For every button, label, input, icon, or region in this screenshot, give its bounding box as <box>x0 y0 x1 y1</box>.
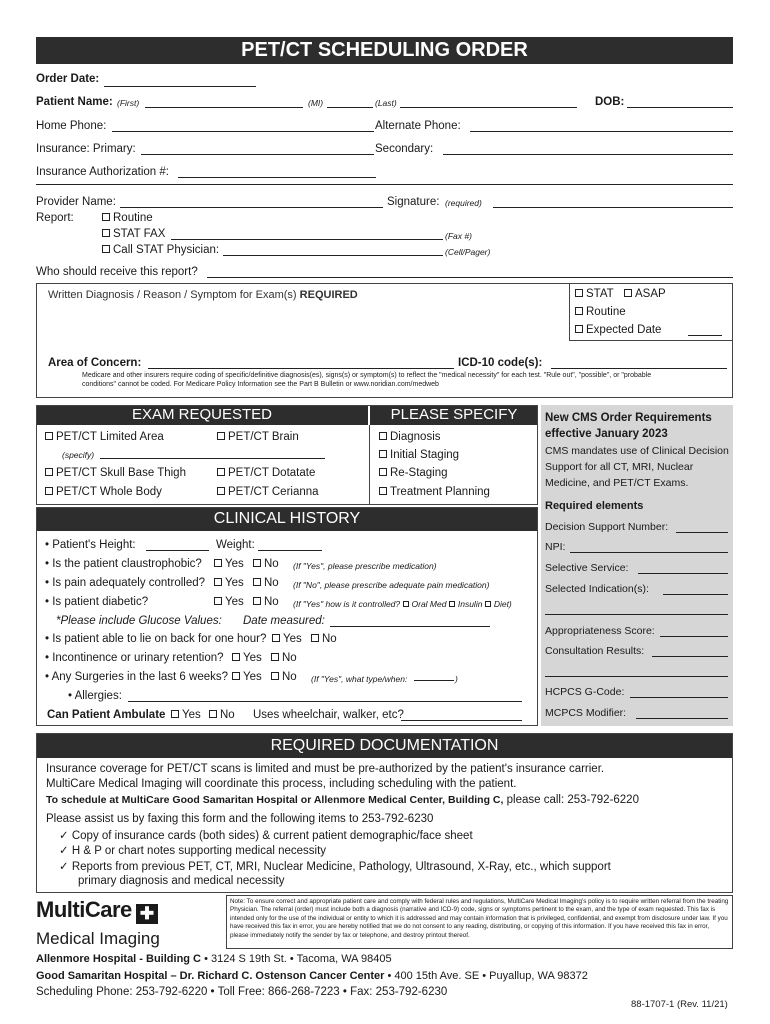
form-number: 88-1707-1 (Rev. 11/21) <box>631 999 728 1010</box>
npi-label: NPI: <box>545 541 566 553</box>
weight-label: Weight: <box>216 539 255 551</box>
signature-field[interactable] <box>493 197 733 208</box>
icd-field[interactable] <box>551 358 727 369</box>
service-field[interactable] <box>638 563 728 574</box>
consult-field[interactable] <box>652 646 728 657</box>
limited-area-field[interactable] <box>100 448 325 459</box>
please-specify-header: PLEASE SPECIFY <box>370 405 538 425</box>
surgeries-label: • Any Surgeries in the last 6 weeks? <box>45 671 229 683</box>
area-of-concern-field[interactable] <box>148 358 454 369</box>
checkbox-icon <box>217 432 225 440</box>
ambulate-yes-option[interactable]: Yes <box>171 709 201 721</box>
date-measured-label: Date measured: <box>243 615 325 627</box>
report-label: Report: <box>36 212 74 224</box>
secondary-field[interactable] <box>443 144 733 155</box>
cell-hint: (Cell/Pager) <box>445 247 491 257</box>
checkbox-icon <box>45 468 53 476</box>
mcpcs-field[interactable] <box>636 708 728 719</box>
specify-hint: (specify) <box>62 450 95 460</box>
checkbox-icon <box>45 487 53 495</box>
mi-hint: (MI) <box>308 98 324 108</box>
dsn-field[interactable] <box>676 522 728 533</box>
priority-asap-option[interactable]: ASAP <box>624 288 666 300</box>
report-call-stat-option[interactable]: Call STAT Physician: <box>102 244 219 256</box>
pain-no-option[interactable]: No <box>253 577 279 589</box>
diabetic-note: (If "Yes" how is it controlled? Oral Med Insulin Diet) <box>293 599 512 609</box>
diabetic-label: • Is patient diabetic? <box>45 596 149 608</box>
provider-name-label: Provider Name: <box>36 196 116 208</box>
home-phone-label: Home Phone: <box>36 120 107 132</box>
who-receives-label: Who should receive this report? <box>36 266 198 278</box>
checkbox-icon <box>214 559 222 567</box>
allenmore-address: Allenmore Hospital - Building C • 3124 S 19th St. • Tacoma, WA 98405 <box>36 953 392 965</box>
checkbox-icon <box>271 653 279 661</box>
patient-name-label: Patient Name: <box>36 96 113 108</box>
provider-name-field[interactable] <box>120 197 383 208</box>
wheelchair-field[interactable] <box>401 710 522 721</box>
checkbox-icon <box>102 245 110 253</box>
checkbox-icon[interactable] <box>449 601 455 607</box>
mcpcs-label: MCPCS Modifier: <box>545 707 627 719</box>
expected-date-field[interactable] <box>688 325 722 336</box>
doc-item: ✓ Copy of insurance cards (both sides) & current patient demographic/face sheet <box>59 830 473 842</box>
incont-yes-option[interactable]: Yes <box>232 652 262 664</box>
lie-back-label: • Is patient able to lie on back for one hour? <box>45 633 267 645</box>
first-hint: (First) <box>117 98 140 108</box>
multicare-logo: MultiCare ✚ <box>36 897 158 924</box>
hcpcs-label: HCPCS G-Code: <box>545 686 625 698</box>
dob-field[interactable] <box>627 97 733 108</box>
goodsam-address: Good Samaritan Hospital – Dr. Richard C. Ostenson Cancer Center • 400 15th Ave. SE • Puyallup, WA 98372 <box>36 970 588 982</box>
wheelchair-label: Uses wheelchair, walker, etc? <box>253 709 404 721</box>
hcpcs-field[interactable] <box>630 687 728 698</box>
surg-no-option[interactable]: No <box>271 671 297 683</box>
ins-primary-label: Insurance: Primary: <box>36 143 136 155</box>
mi-field[interactable] <box>327 97 373 108</box>
checkmark-icon: ✓ <box>59 830 72 842</box>
priority-routine-option[interactable]: Routine <box>575 306 626 318</box>
auth-label: Insurance Authorization #: <box>36 166 169 178</box>
lie-no-option[interactable]: No <box>311 633 337 645</box>
diabetic-yes-option[interactable]: Yes <box>214 596 244 608</box>
specify-treatment-option[interactable]: Treatment Planning <box>379 486 490 498</box>
doc-item-continued: primary diagnosis and medical necessity <box>78 875 285 887</box>
score-field[interactable] <box>660 626 728 637</box>
area-of-concern-label: Area of Concern: <box>48 357 142 369</box>
checkbox-icon <box>217 487 225 495</box>
page-title: PET/CT SCHEDULING ORDER <box>36 37 733 64</box>
checkbox-icon <box>379 432 387 440</box>
divider <box>36 184 733 185</box>
checkbox-icon <box>209 710 217 718</box>
specify-initial-staging-option[interactable]: Initial Staging <box>379 449 459 461</box>
specify-restaging-option[interactable]: Re-Staging <box>379 467 448 479</box>
checkbox-icon <box>379 450 387 458</box>
checkmark-icon: ✓ <box>59 845 72 857</box>
cms-body: CMS mandates use of Clinical Decision Support for all CT, MRI, Nuclear Medicine, and PET/CT Exams. <box>545 445 729 489</box>
checkbox-icon <box>45 432 53 440</box>
priority-stat-option[interactable]: STAT <box>575 288 614 300</box>
checkbox-icon <box>253 597 261 605</box>
required-documentation-header: REQUIRED DOCUMENTATION <box>36 733 733 758</box>
indication-field[interactable] <box>663 584 728 595</box>
indication-field-2[interactable] <box>545 604 728 615</box>
indication-label: Selected Indication(s): <box>545 583 649 595</box>
allergies-label: • Allergies: <box>68 690 122 702</box>
ambulate-no-option[interactable]: No <box>209 709 235 721</box>
exam-dotatate-option[interactable]: PET/CT Dotatate <box>217 467 315 479</box>
claus-note: (If "Yes", please prescribe medication) <box>293 561 437 571</box>
exam-limited-option[interactable]: PET/CT Limited Area <box>45 431 164 443</box>
checkbox-icon[interactable] <box>485 601 491 607</box>
consult-field-2[interactable] <box>545 666 728 677</box>
diagnosis-label: Written Diagnosis / Reason / Symptom for Exam(s) REQUIRED <box>48 289 358 301</box>
ambulate-label: Can Patient Ambulate <box>47 709 166 721</box>
signature-label: Signature: <box>387 196 440 208</box>
last-hint: (Last) <box>375 98 397 108</box>
ins-primary-field[interactable] <box>141 144 374 155</box>
claus-no-option[interactable]: No <box>253 558 279 570</box>
exam-brain-option[interactable]: PET/CT Brain <box>217 431 299 443</box>
consult-label: Consultation Results: <box>545 645 645 657</box>
claustrophobic-label: • Is the patient claustrophobic? <box>45 558 202 570</box>
exam-whole-option[interactable]: PET/CT Whole Body <box>45 486 162 498</box>
incontinence-label: • Incontinence or urinary retention? <box>45 652 224 664</box>
score-label: Appropriateness Score: <box>545 625 655 637</box>
checkbox-icon <box>214 578 222 586</box>
docs-p4: Please assist us by faxing this form and the following items to 253-792-6230 <box>46 813 434 825</box>
report-routine-option[interactable]: Routine <box>102 212 153 224</box>
exam-requested-header: EXAM REQUESTED <box>36 405 368 425</box>
checkbox-icon <box>575 307 583 315</box>
secondary-label: Secondary: <box>375 143 434 155</box>
checkmark-icon: ✓ <box>59 861 72 873</box>
service-label: Selective Service: <box>545 562 629 574</box>
glucose-label: *Please include Glucose Values: <box>56 615 222 627</box>
fax-hint: (Fax #) <box>445 231 472 241</box>
checkbox-icon <box>624 289 632 297</box>
cms-required: Required elements <box>545 500 644 512</box>
doc-item: ✓ Reports from previous PET, CT, MRI, Nuclear Medicine, Pathology, Ultrasound, X-Ray, etc., which support <box>59 861 611 873</box>
date-measured-field[interactable] <box>330 616 490 627</box>
first-name-field[interactable] <box>145 97 303 108</box>
lie-yes-option[interactable]: Yes <box>272 633 302 645</box>
report-stat-fax-option[interactable]: STAT FAX <box>102 228 165 240</box>
pain-yes-option[interactable]: Yes <box>214 577 244 589</box>
height-label: • Patient's Height: <box>45 539 136 551</box>
alt-phone-field[interactable] <box>470 121 733 132</box>
checkbox-icon <box>379 487 387 495</box>
legal-note: Note: To ensure correct and appropriate patient care and comply with federal rules and regulations, MultiCare Medical Imaging's policy is to require written referral from the treating Physician. The referral (order) must include both a diagnosis (narrative and ICD-9) code, signs or symptoms pertinent to the exam, and the type of exam requested. This fax is intended only for the use of the individual or entity to which it is addressed and may contain information that is privileged, confidential, and exempt from disclosure under law. If you have received this fax in error, you are hereby notified that we do not consent to any reading, distributing, or copying of this information. If you have received this fax in error, please immediately notify the sender by fax or telephone, and destroy printout thereof. <box>230 898 729 939</box>
exam-cerianna-option[interactable]: PET/CT Cerianna <box>217 486 319 498</box>
order-date-field[interactable] <box>104 76 256 87</box>
stat-fax-field[interactable] <box>171 229 443 240</box>
dsn-label: Decision Support Number: <box>545 521 669 533</box>
checkbox-icon <box>253 559 261 567</box>
legal-note-box <box>226 895 733 949</box>
allergies-field[interactable] <box>128 691 522 702</box>
claus-yes-option[interactable]: Yes <box>214 558 244 570</box>
checkbox-icon <box>232 653 240 661</box>
order-date-label: Order Date: <box>36 73 100 85</box>
checkbox-icon <box>272 634 280 642</box>
checkbox-icon <box>575 289 583 297</box>
phones: Scheduling Phone: 253-792-6220 • Toll Free: 866-268-7223 • Fax: 253-792-6230 <box>36 986 448 998</box>
height-field[interactable] <box>146 540 209 551</box>
checkbox-icon <box>217 468 225 476</box>
cross-logo-icon: ✚ <box>136 904 158 924</box>
weight-field[interactable] <box>258 540 322 551</box>
icd-label: ICD-10 code(s): <box>458 357 543 369</box>
checkbox-icon <box>214 597 222 605</box>
specify-diagnosis-option[interactable]: Diagnosis <box>379 431 441 443</box>
coding-note: Medicare and other insurers require coding of specific/definitive diagnosis(es), signs(s) or symptom(s) to reflect the "medical necessity" for each test. "Rule out", "possible", or "probable conditions" cannot be coded. For Medicare Policy Information see the Part B Bulletin or www.noridian.com/medweb <box>82 372 652 388</box>
checkbox-icon <box>253 578 261 586</box>
checkbox-icon <box>311 634 319 642</box>
dob-label: DOB: <box>595 96 625 108</box>
checkbox-icon[interactable] <box>403 601 409 607</box>
docs-p3: To schedule at MultiCare Good Samaritan Hospital or Allenmore Medical Center, Building C, please call: 253-792-6220 <box>46 794 639 806</box>
surg-yes-option[interactable]: Yes <box>232 671 262 683</box>
diabetic-no-option[interactable]: No <box>253 596 279 608</box>
exam-divider <box>369 425 370 505</box>
alt-phone-label: Alternate Phone: <box>375 120 461 132</box>
pain-note: (If "No", please prescribe adequate pain medication) <box>293 580 490 590</box>
docs-p1: Insurance coverage for PET/CT scans is limited and must be pre-authorized by the patient's insurance carrier. <box>46 763 605 775</box>
docs-p2: MultiCare Medical Imaging will coordinate this process, including scheduling with the patient. <box>46 778 517 790</box>
auth-field[interactable] <box>178 167 376 178</box>
home-phone-field[interactable] <box>112 121 374 132</box>
surg-field[interactable] <box>414 672 454 681</box>
checkbox-icon <box>575 325 583 333</box>
checkbox-icon <box>102 229 110 237</box>
medical-imaging-label: Medical Imaging <box>36 929 160 948</box>
last-name-field[interactable] <box>400 97 577 108</box>
checkbox-icon <box>102 213 110 221</box>
call-stat-field[interactable] <box>223 245 443 256</box>
cms-title: New CMS Order Requirements effective January 2023 <box>545 412 712 440</box>
checkbox-icon <box>271 672 279 680</box>
checkbox-icon <box>379 468 387 476</box>
paren-close: ) <box>455 674 458 684</box>
pain-label: • Is pain adequately controlled? <box>45 577 206 589</box>
npi-field[interactable] <box>570 542 728 553</box>
priority-expected-option[interactable]: Expected Date <box>575 324 661 336</box>
exam-skull-option[interactable]: PET/CT Skull Base Thigh <box>45 467 186 479</box>
checkbox-icon <box>171 710 179 718</box>
doc-item: ✓ H & P or chart notes supporting medical necessity <box>59 845 327 857</box>
clinical-history-header: CLINICAL HISTORY <box>36 507 538 531</box>
incont-no-option[interactable]: No <box>271 652 297 664</box>
required-hint: (required) <box>445 198 482 208</box>
surg-note: (If "Yes", what type/when: <box>311 674 408 684</box>
who-receives-field[interactable] <box>207 267 733 278</box>
checkbox-icon <box>232 672 240 680</box>
